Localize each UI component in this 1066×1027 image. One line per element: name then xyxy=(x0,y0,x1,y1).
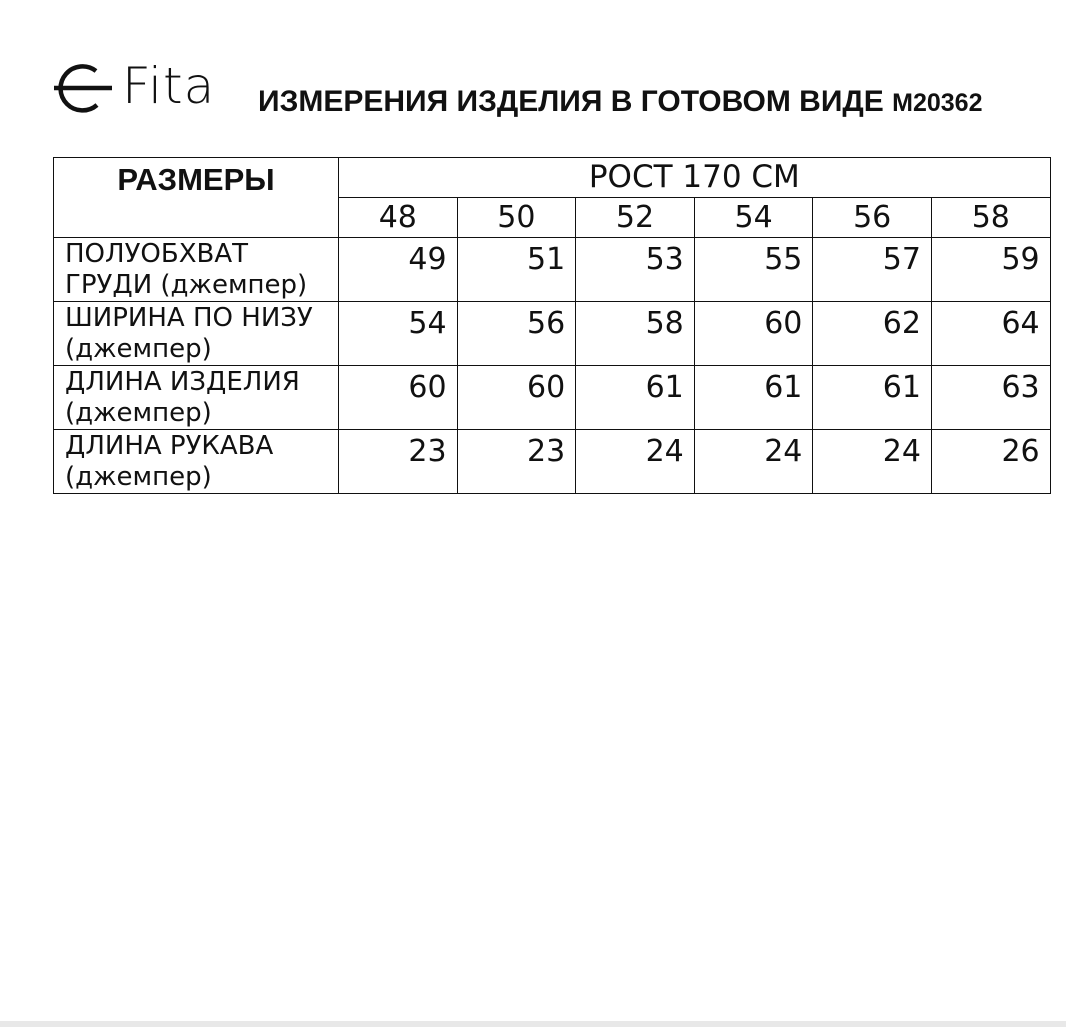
measurement-value: 61 xyxy=(576,366,695,430)
measurement-value: 61 xyxy=(813,366,932,430)
row-label-line2: ГРУДИ (джемпер) xyxy=(65,270,308,300)
brand-logo xyxy=(52,57,227,119)
measurement-value: 23 xyxy=(339,430,458,494)
row-label-line2: (джемпер) xyxy=(65,462,212,492)
sizes-header: РАЗМЕРЫ xyxy=(54,158,339,238)
measurement-value: 60 xyxy=(339,366,458,430)
measurement-value: 59 xyxy=(931,238,1050,302)
row-label-line1: ДЛИНА РУКАВА xyxy=(65,431,274,461)
row-label-line2: (джемпер) xyxy=(65,334,212,364)
measurements-table xyxy=(53,157,1051,494)
measurement-value: 23 xyxy=(457,430,576,494)
measurement-value: 55 xyxy=(694,238,813,302)
measurement-value: 58 xyxy=(576,302,695,366)
row-label-line2: (джемпер) xyxy=(65,398,212,428)
row-label xyxy=(54,302,339,366)
row-label xyxy=(54,430,339,494)
table-row xyxy=(54,302,1051,366)
measurement-value: 56 xyxy=(457,302,576,366)
measurement-value: 53 xyxy=(576,238,695,302)
measurement-value: 51 xyxy=(457,238,576,302)
row-label-line1: ПОЛУОБХВАТ xyxy=(65,239,249,269)
measurement-value: 49 xyxy=(339,238,458,302)
table-row xyxy=(54,238,1051,302)
measurement-value: 62 xyxy=(813,302,932,366)
fita-logo-icon xyxy=(52,57,114,119)
measurement-value: 64 xyxy=(931,302,1050,366)
measurement-value: 54 xyxy=(339,302,458,366)
row-label xyxy=(54,366,339,430)
measurement-value: 60 xyxy=(694,302,813,366)
page-title-text: ИЗМЕРЕНИЯ ИЗДЕЛИЯ В ГОТОВОМ ВИДЕ xyxy=(258,85,884,118)
bottom-divider xyxy=(0,1021,1066,1027)
table-row xyxy=(54,430,1051,494)
brand-name: Fita xyxy=(122,57,216,115)
measurement-value: 61 xyxy=(694,366,813,430)
measurement-value: 26 xyxy=(931,430,1050,494)
table-header-row xyxy=(54,158,1051,198)
measurement-value: 24 xyxy=(576,430,695,494)
page-title xyxy=(258,84,983,121)
size-header-cell: 50 xyxy=(457,198,576,238)
model-number: М20362 xyxy=(892,89,983,117)
measurement-value: 57 xyxy=(813,238,932,302)
row-label xyxy=(54,238,339,302)
measurement-value: 60 xyxy=(457,366,576,430)
row-label-line1: ДЛИНА ИЗДЕЛИЯ xyxy=(65,367,300,397)
size-header-cell: 58 xyxy=(931,198,1050,238)
height-header: РОСТ 170 СМ xyxy=(339,158,1051,198)
measurement-value: 63 xyxy=(931,366,1050,430)
size-header-cell: 48 xyxy=(339,198,458,238)
measurement-value: 24 xyxy=(813,430,932,494)
measurement-value: 24 xyxy=(694,430,813,494)
row-label-line1: ШИРИНА ПО НИЗУ xyxy=(65,303,313,333)
size-header-cell: 52 xyxy=(576,198,695,238)
size-header-cell: 56 xyxy=(813,198,932,238)
size-header-cell: 54 xyxy=(694,198,813,238)
table-row xyxy=(54,366,1051,430)
